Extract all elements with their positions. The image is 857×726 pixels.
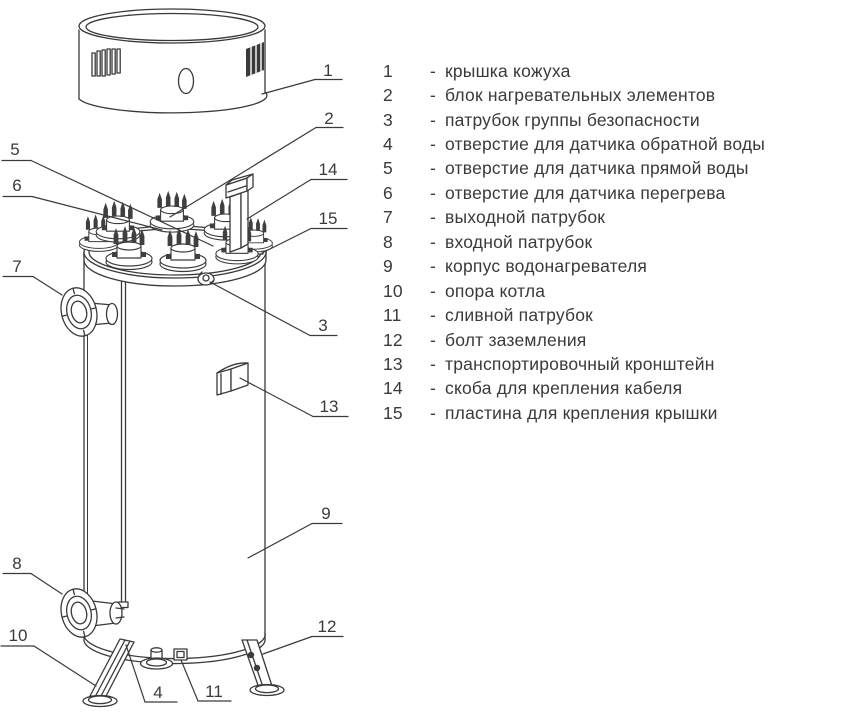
callout-number: 7	[12, 257, 22, 276]
callout-number: 13	[319, 397, 339, 416]
cable-hole	[179, 69, 194, 94]
legend-dash: -	[430, 60, 437, 81]
legend-dash: -	[430, 109, 437, 130]
legend-text: блок нагревательных элементов	[445, 85, 716, 106]
legend-dash: -	[430, 182, 437, 203]
legend-number: 12	[383, 329, 403, 350]
legend-number: 10	[383, 280, 403, 301]
legend-text: транспортировочный кронштейн	[445, 353, 715, 374]
legend-dash: -	[430, 402, 437, 423]
legend-number: 8	[383, 231, 393, 252]
legend-dash: -	[430, 305, 437, 326]
legend-text: отверстие для датчика обратной воды	[445, 134, 766, 155]
legend-item	[383, 206, 855, 230]
legend-dash: -	[430, 256, 437, 277]
legend-number: 6	[383, 182, 393, 203]
legend	[383, 59, 855, 426]
callout-1	[262, 61, 342, 94]
callout-number: 2	[324, 109, 334, 128]
callout-number: 14	[318, 160, 338, 179]
legend-item	[383, 303, 855, 327]
legend-item	[383, 352, 855, 376]
legend-number: 11	[383, 305, 402, 326]
callout-7	[3, 257, 62, 295]
legend-number: 1	[383, 60, 393, 81]
legend-text: корпус водонагревателя	[445, 256, 648, 277]
legend-dash: -	[430, 378, 437, 399]
legend-item	[383, 83, 855, 107]
legend-number: 3	[383, 109, 393, 130]
grounding-bolt	[248, 652, 254, 658]
callout-number: 3	[318, 316, 328, 335]
legend-text: пластина для крепления крышки	[445, 402, 718, 423]
legend-item	[383, 279, 855, 303]
callout-number: 15	[318, 209, 338, 228]
legend-text: болт заземления	[445, 329, 587, 350]
legend-dash: -	[430, 207, 437, 228]
legend-number: 15	[383, 402, 403, 423]
legend-text: входной патрубок	[445, 231, 593, 252]
legend-dash: -	[430, 280, 437, 301]
legend-item	[383, 108, 855, 132]
legend-item	[383, 181, 855, 205]
legend-number: 9	[383, 256, 393, 277]
water-heater-diagram	[0, 0, 380, 726]
callout-12	[263, 617, 343, 654]
callout-number: 4	[153, 683, 163, 702]
legend-dash: -	[430, 158, 437, 179]
legend-dash: -	[430, 231, 437, 252]
legend-dash: -	[430, 134, 437, 155]
legend-item	[383, 328, 855, 352]
legend-number: 13	[383, 353, 403, 374]
callout-number: 8	[12, 554, 22, 573]
legend-text: отверстие для датчика перегрева	[445, 182, 726, 203]
legend-text: опора котла	[445, 280, 546, 301]
legend-item	[383, 230, 855, 254]
grounding-bolt	[254, 665, 260, 671]
legend-dash: -	[430, 85, 437, 106]
legend-number: 5	[383, 158, 393, 179]
legend-number: 2	[383, 85, 393, 106]
legend-text: скоба для крепления кабеля	[445, 378, 683, 399]
callout-number: 11	[205, 682, 223, 701]
legend-number: 14	[383, 378, 403, 399]
lid	[79, 9, 267, 113]
callout-number: 9	[321, 504, 331, 523]
legend-number: 7	[383, 207, 393, 228]
callout-8	[3, 554, 62, 594]
callout-number: 1	[323, 61, 333, 80]
callout-15	[262, 209, 347, 253]
legend-item	[383, 377, 855, 401]
callout-number: 10	[8, 626, 28, 645]
legend-text: патрубок группы безопасности	[445, 109, 700, 130]
legend-dash: -	[430, 353, 437, 374]
callout-number: 6	[12, 176, 22, 195]
legend-item	[383, 132, 855, 156]
callout-number: 5	[10, 140, 20, 159]
legend-item	[383, 401, 855, 425]
legend-text: сливной патрубок	[445, 305, 594, 326]
legend-text: отверстие для датчика прямой воды	[445, 158, 749, 179]
legend-item	[383, 255, 855, 279]
callout-number: 12	[317, 617, 337, 636]
legend-item	[383, 59, 855, 83]
legend-item	[383, 157, 855, 181]
drain-fitting	[174, 649, 187, 660]
callout-2	[170, 109, 343, 217]
legend-number: 4	[383, 134, 393, 155]
callout-11	[181, 660, 231, 701]
legend-text: крышка кожуха	[445, 60, 571, 81]
legend-dash: -	[430, 329, 437, 350]
legend-text: выходной патрубок	[445, 207, 606, 228]
